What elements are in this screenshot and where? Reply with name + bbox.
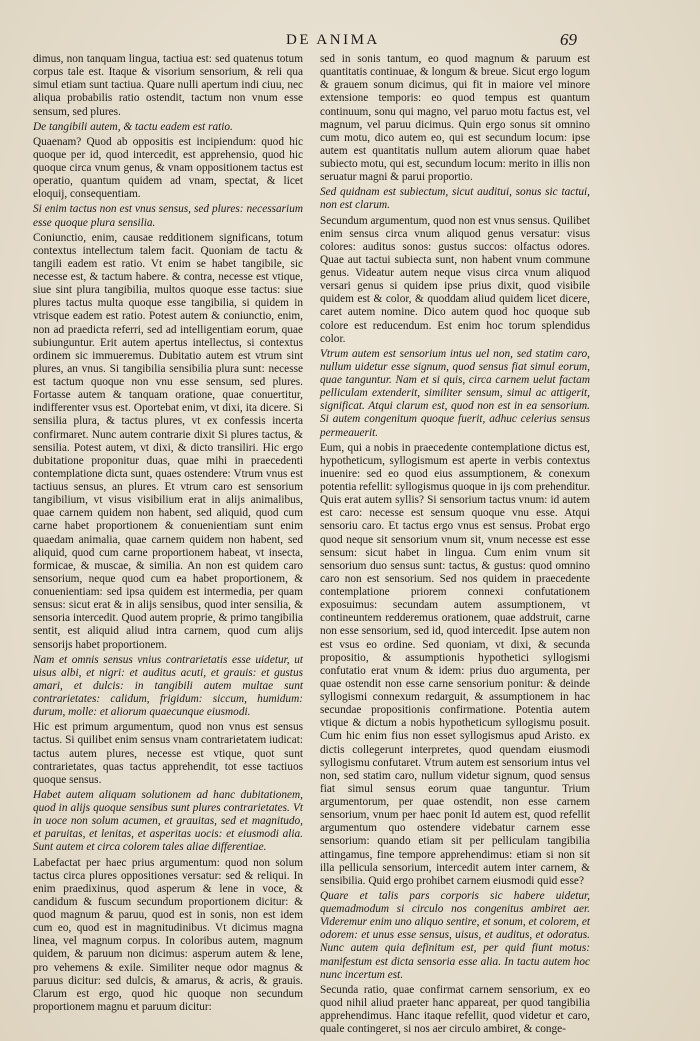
commentary-paragraph: dimus, non tanquam lingua, tactiua est: sed quatenus totum corpus tale est. Itaque & visorium sensorium, & reli qua simul etiam sunt tactiua. Quare nulli apertum indi ciuu, nec aliqua probabilis ratio ostendit, tactum non vnum esse sensum, sed plures. [33, 53, 303, 118]
commentary-paragraph: Secundum argumentum, quod non est vnus sensus. Quilibet enim sensus circa vnum aliquod genus versatur: visus colores: auditus sonos: gustus succos: olfactus odores. Quae aut tactui subiecta sunt, non habent vnum commune genus. Videatur autem neque visus circa vnum aliquod versari genus si quidem ipse prius dixit, quod visibile quidem est & color, & quoddam aliud quidem licet dicere, caret autem nomine. Dico autem quod hoc quoque sub colore est reducendum. Est enim hoc torum splendidus color. [320, 214, 590, 345]
lemma-paragraph: Si enim tactus non est vnus sensus, sed plures: necessarium esse quoque plura sensilia. [33, 203, 303, 229]
commentary-paragraph: Eum, qui a nobis in praecedente contemplatione dictus est, hypotheticum, syllogismum est aperte in verbis contextus inuenire: sed eo quod eius assumptionem, & conexum potentia refellit: syllogismus quoque in ijs com prehenditur. Quis erat autem syllis? Si sensorium tactus vnum: id autem est caro: necesse est sensum quoque vnu esse. Atqui sensoriu caro. Et tactus ergo vnus est sensus. Probat ergo quod neque sit sensorium vnum sit, vnum necesse est esse sensum: sicut habet in lingua. Cum enim vnum sit sensorium duo sensus sunt: tactus, & gustus: quod omnino caro non est sensorium. Sed nos quidem in praecedente contemplatione priorem connexi confutationem exposuimus: secundam autem assumptionem, vt contineuntem redderemus orationem, quae addstruit, carne non esse sensorium, sed id, quod intercedit. Ipse autem non est vsus eo ordine. Sed quoniam, vt dixi, & secunda propositio, & assumptionis hypothetici syllogismi confutatio erat vnum & idem: prius duo argumenta, per quae ostendit non esse carne sensorium ponitur: & deinde syllogismi connexum redarguit, & assumptionem in hac secundae propositionis confirmatione. Potentia autem vtique & dictum a nobis hypotheticum syllogismu posuit. Cum hic enim fius non esset syllogismus apud Aristo. ex dictis collegerunt interpretes, quod quendam eiusmodi syllogismu confutaret. Vtrum autem est sensorium intus vel non, sed statim caro, nullum videtur signum, quod sensus fiat simul sensus eorum quae tanguntur. Trium argumentorum, per quae ostendit, non esse carnem sensorium, vnum per haec ponit Id autem est, quod refellit argumentum quo ostendere videbatur carnem esse sensorium: quando etiam sit per pelliculam tangibilia attingamus, fine tempore apprehendimus: etiam si non sit illa pellicula sensorium, intercedit autem inter carnem, & sensibilia. Quid ergo prohibet carnem eiusmodi quid esse? [320, 441, 590, 887]
commentary-paragraph: Labefactat per haec prius argumentum: quod non solum tactus circa plures oppositiones versatur: sed & reliqui. In enim praedixinus, quod asperum & lene in voce, & candidum & fuscum secundum proportionem dicitur: & quod magnum & paruu, quod est in sonis, non est idem cum eo, quod est in magnitudinibus. Vt dicimus magna linea, vel magnum corpus. In coloribus autem, magnum quidem, & paruum non dicimus: asperum autem & lene, pro vehemens & exile. Similiter neque odor magnus & paruus dicitur: sed dulcis, & amarus, & acris, & grauis. Clarum est ergo, quod hic quoque non secundum proportionem magnu et paruum dicitur: [33, 856, 303, 1013]
lemma-paragraph: Sed quidnam est subiectum, sicut auditui, sonus sic tactui, non est clarum. [320, 186, 590, 212]
commentary-paragraph: Secunda ratio, quae confirmat carnem sensorium, ex eo quod nihil aliud praeter hanc appareat, per quod tangibilia apprehendimus. Hanc itaque refellit, quod videtur et caro, quale contingeret, si nos aer circulo ambiret, & conge- [320, 983, 590, 1036]
right-text-column [320, 53, 590, 1036]
lemma-paragraph: Habet autem aliquam solutionem ad hanc dubitationem, quod in alijs quoque sensibus sunt plures contrarietates. Vt in uoce non solum acumen, et grauitas, sed et magnitudo, et paruitas, et lenitas, et asperitas uocis: et eiusmodi alia. Sunt autem et circa colorem tales aliae differentiae. [33, 788, 303, 854]
running-title: DE ANIMA [286, 32, 380, 48]
commentary-paragraph: Quaenam? Quod ab oppositis est incipiendum: quod hic quoque per id, quod intercedit, est apprehensio, quod hic quoque circa vnum genus, & vnam oppositionem tactus est operatio, quantum quidem ad vnam, spectat, & licet eloquij, consequentiam. [33, 135, 303, 201]
page-number: 69 [560, 30, 577, 49]
left-text-column [33, 53, 303, 1013]
commentary-paragraph: Hic est primum argumentum, quod non vnus est sensus tactus. Si quilibet enim sensus vnam contrarietatem iudicat: tactus autem plures, necesse est vtique, quot sunt contrarietates, quas tactus apprehendit, tot esse tactiuos quoque sensus. [33, 721, 303, 786]
page-header [0, 30, 700, 54]
lemma-paragraph: Vtrum autem est sensorium intus uel non, sed statim caro, nullum uidetur esse signum, quod sensus fiat simul eorum, quae tanguntur. Nam et si quis, circa carnem uelut factam pelliculam extenderit, similiter sensum, simul ac attigerit, significat. Atqui clarum est, quod non est in ea sensorium. Si autem congenitum quoque fuerit, adhuc celerius sensus permeauerit. [320, 347, 590, 439]
lemma-paragraph: Quare et talis pars corporis sic habere uidetur, quemadmodum si circulo nos congenitus ambiret aer. Videremur enim uno aliquo sentire, et sonum, et colorem, et odorem: et unus esse sensus, uisus, et auditus, et odoratus. Nunc autem quia definitum est, per quid fiunt motus: manifestum est dicta sensoria esse alia. In tactu autem hoc nunc incertum est. [320, 889, 590, 981]
commentary-paragraph: Coniunctio, enim, causae redditionem significans, totum contextus intellectum talem facit. Quoniam de tactu & tangili eadem est ratio. Vt enim se habet tangibile, sic necesse est, & tactum habere. & contra, necesse est vtique, siue sint plura tangibilia, multos quoque esse tactus: siue plures tactus multa quoque esse tangibilia, si quidem in vtrisque eadem est ratio. Potest autem & coniunctio, enim, non ad praedicta referri, sed ad intelligentiam eorum, quae subiunguntur. Erit autem apertus intellectus, si contextus ordinem sic immueremus. Dubitatio autem est vtrum sint plures, an vnus. Si tangibilia sensibilia plura sunt: necesse est tactum quoque non vnu esse sensum, sed plures. Fortasse autem & tanquam oratione, quae conuertitur, indifferenter vsus est. Oportebat enim, vt dixi, ita dicere. Si sensilia plura, & tactus plures, vt ex confessis incerta confirmaret. Nunc autem contrarie dixit Si plures tactus, & sensilia. Potest autem, vt dixi, & dicto transiliri. Hic ergo dubitatione proponitur duas, quae mihi in praecedenti contemplatione dicta sunt, quaes ostendere: Vtrum vnus est tactiuus sensus, an plures. Et vtrum caro est sensorium tangibilium, vt visus visibilium erat in alijs animalibus, quae carnem quidem non habent, sed aliquid, quod cum carne habet proportionem & conuenientiam sunt enim quaedam animalia, quae carnem quidem non habent, sed aliquid, quod cum carne proportionem habeat, vt insecta, formicae, & muscae, & similia. An non est quidem caro sensorium, neque quod cum ea habet proportionem, & conuenientiam: sed ipsa quidem est intermedia, per quam sensus: sicut erat & in alijs sensibus, quod inter sensilia, & sensoria intercedit. Quod autem proprie, & primo tangibilia sentit, est aliquid aliud intra carnem, quod cum alijs sensorijs habet proportionem. [33, 231, 303, 651]
lemma-paragraph: De tangibili autem, & tactu eadem est ratio. [33, 120, 233, 133]
lemma-paragraph: Nam et omnis sensus vnius contrarietatis esse uidetur, ut uisus albi, et nigri: et auditus acuti, et grauis: et gustus amari, et dulcis: in tangibili autem multae sunt contrarietates: calidum, frigidum: siccum, humidum: durum, molle: et aliorum quaecunque eiusmodi. [33, 653, 303, 719]
commentary-paragraph: sed in sonis tantum, eo quod magnum & paruum est quantitatis continuae, & longum & breue. Sicut ergo logum & grauem sonum dicimus, qui fit in maiore vel minore extensione temporis: eo quod tempus est quantum continuum, sonu qui magno, vel paruo motu factus est, vel magnum, vel paruu dicimus. Quin ergo sonus sit omnino cum motu, dico autem eo, qui est secundum locum: ipse autem est quantitatis nullum autem aliorum quae habet subiecto motu, qui est, secundum locum: merito in illis non seruatur magni & parui proportio. [320, 53, 590, 184]
